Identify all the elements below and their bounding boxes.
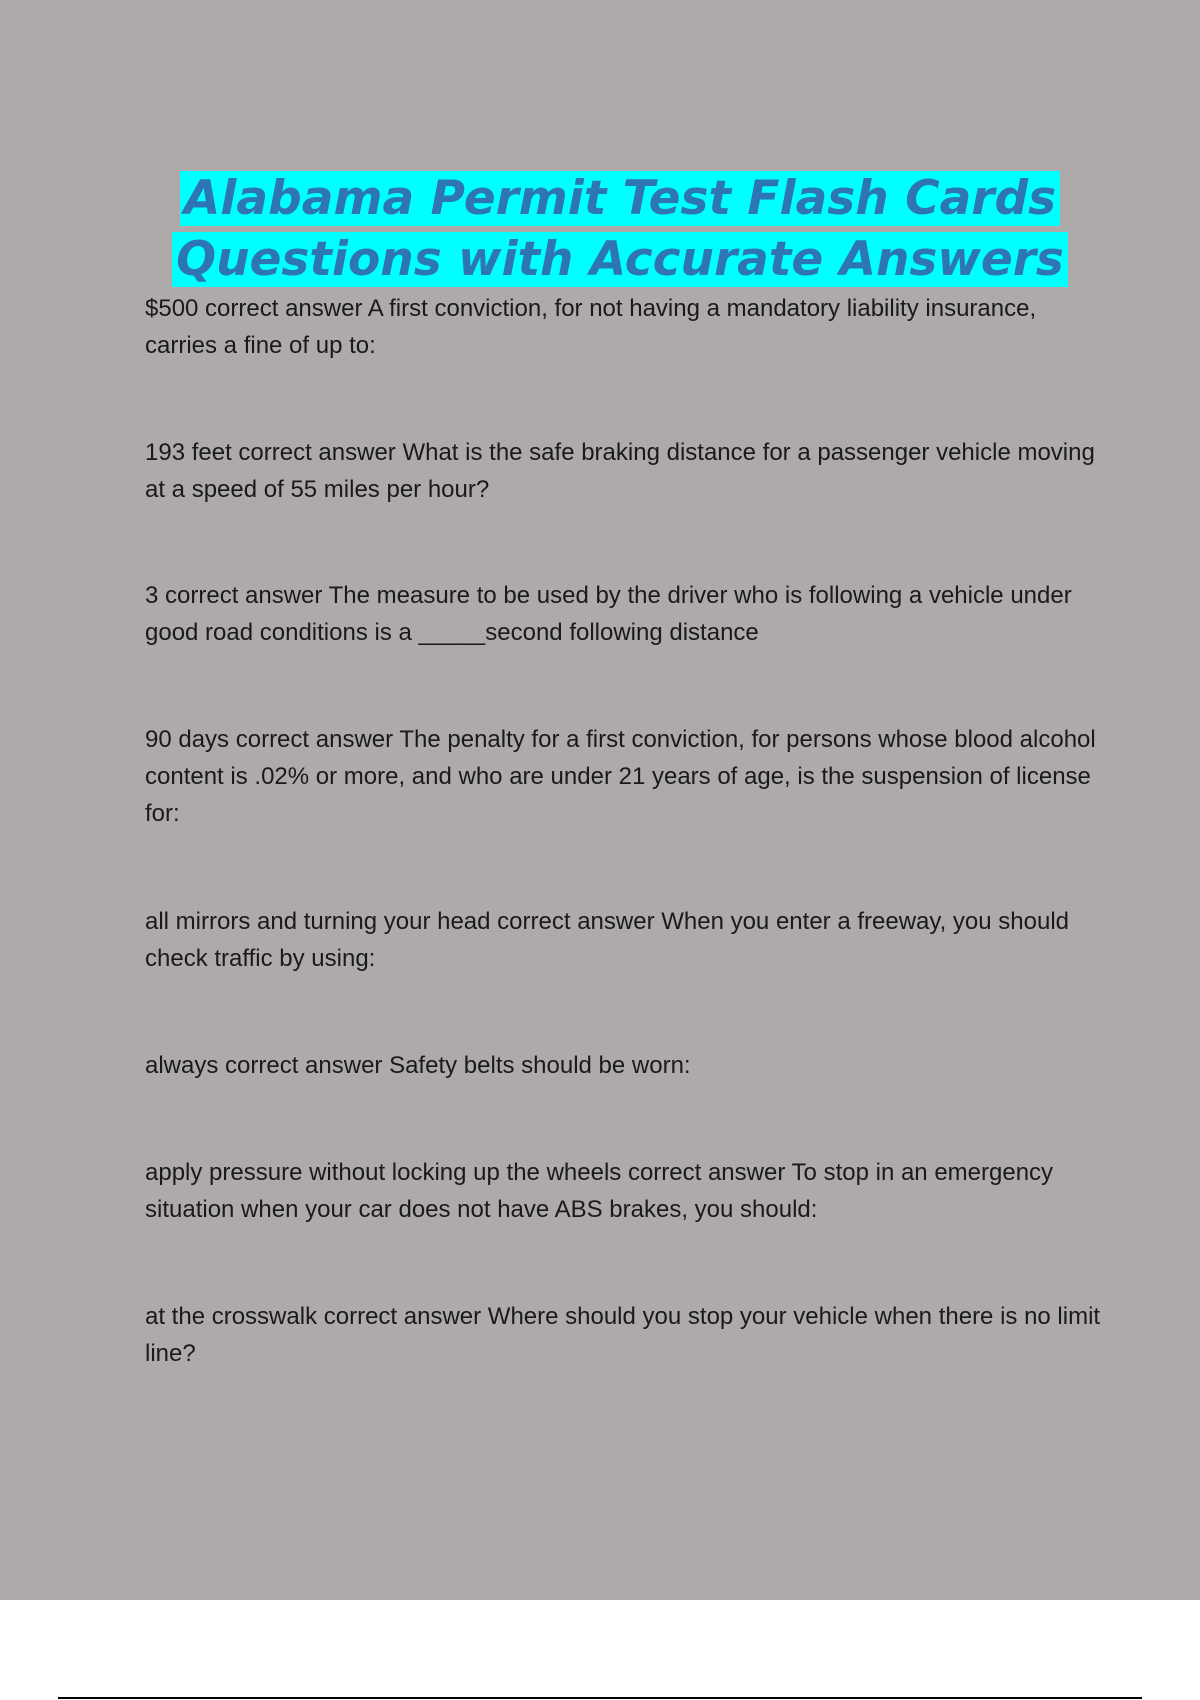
footer-divider <box>58 1697 1142 1699</box>
document-title <box>0 168 1200 290</box>
flashcard-entry: 90 days correct answer The penalty for a first conviction, for persons whose blood alcohol content is .02% or more, and who are under 21 years of age, is the suspension of license for: <box>145 726 1096 827</box>
flashcard-entry: $500 correct answer A first conviction, for not having a mandatory liability insurance, carries a fine of up to: <box>145 295 1037 359</box>
flashcard-entry: 193 feet correct answer What is the safe braking distance for a passenger vehicle moving at a speed of 55 miles per hour? <box>145 439 1095 503</box>
flashcard-entry: 3 correct answer The measure to be used by the driver who is following a vehicle under good road conditions is a _____second following distance <box>145 582 1072 646</box>
document-title-line-1: Alabama Permit Test Flash Cards <box>180 171 1060 226</box>
flashcard-entry: always correct answer Safety belts should be worn: <box>145 1052 691 1079</box>
document-title-line-2: Questions with Accurate Answers <box>172 232 1068 287</box>
flashcard-entry: at the crosswalk correct answer Where should you stop your vehicle when there is no limit line? <box>145 1303 1101 1367</box>
flashcard-entry: all mirrors and turning your head correct answer When you enter a freeway, you should check traffic by using: <box>145 908 1070 972</box>
flashcard-entry: apply pressure without locking up the wheels correct answer To stop in an emergency situation when your car does not have ABS brakes, you should: <box>145 1159 1054 1223</box>
